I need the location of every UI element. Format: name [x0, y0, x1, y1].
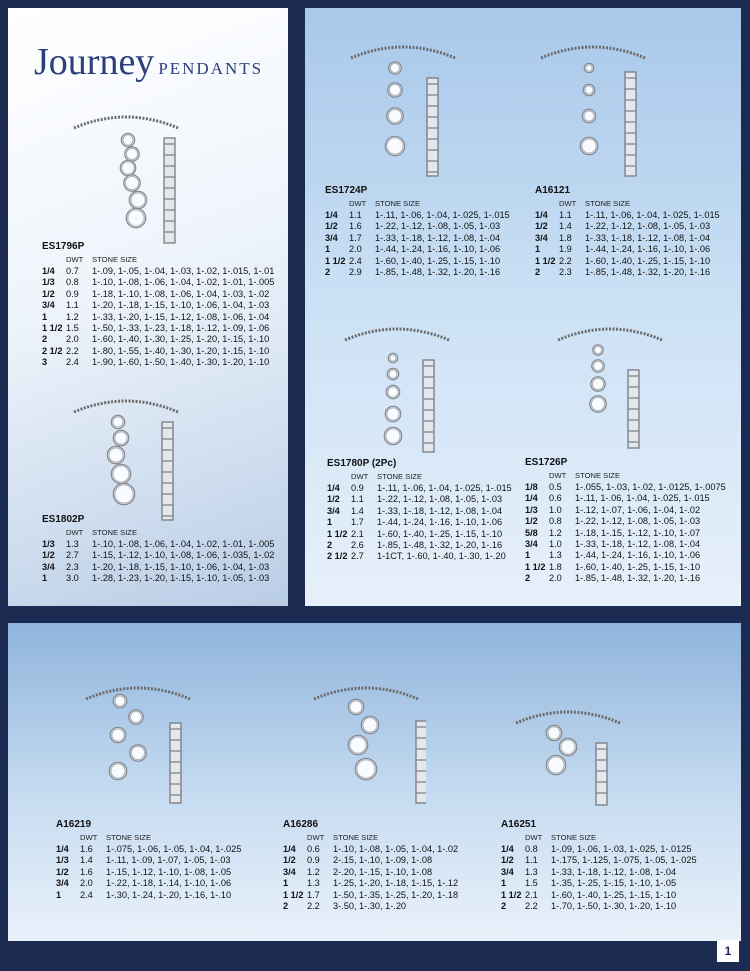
table-row	[325, 233, 510, 244]
table-row	[525, 562, 726, 573]
table-header	[525, 471, 726, 480]
product-es1802p	[42, 514, 274, 585]
dwt-value: 1.4	[80, 855, 93, 866]
carat-weight: 2	[535, 267, 541, 278]
dwt-value: 1.1	[351, 494, 364, 505]
dwt-value: 1.1	[349, 210, 362, 220]
stone-sizes: 1-.50, 1-.33, 1-.23, 1-.18, 1-.12, 1-.09, 1-.06	[92, 323, 270, 334]
stone-sizes: 1-.33, 1-.18, 1-.12, 1-.08, 1-.04	[375, 232, 501, 243]
dwt-value: 1.6	[349, 221, 362, 232]
carat-weight: 1	[535, 244, 541, 255]
dwt-value: 0.7	[66, 266, 79, 276]
table-row	[56, 867, 241, 878]
stone-sizes: 1-.18, 1-.15, 1-.12, 1-.10, 1-.07	[575, 527, 701, 538]
table-row	[283, 867, 458, 878]
table-row	[327, 551, 512, 562]
carat-weight: 3/4	[535, 232, 548, 243]
stone-sizes: 1-1CT, 1-.60, 1-.40, 1-.30, 1-.20	[377, 551, 506, 562]
dwt-value: 3.0	[66, 573, 79, 584]
carat-weight: 3/4	[525, 539, 538, 550]
pendant-image-a16121	[533, 38, 653, 188]
stone-sizes: 1-.85, 1-.48, 1-.32, 1-.20, 1-.16	[585, 267, 711, 278]
table-row	[535, 256, 720, 267]
stone-sizes: 1-.09, 1-.05, 1-.04, 1-.03, 1-.02, 1-.015, 1-.01	[92, 266, 275, 276]
table-row	[525, 573, 726, 584]
pendant-image-es1780p	[337, 320, 457, 460]
carat-weight: 1/4	[327, 483, 340, 493]
table-row	[501, 844, 697, 855]
dwt-value: 2.0	[549, 573, 562, 584]
table-row	[56, 844, 241, 855]
dwt-value: 1.0	[549, 539, 562, 550]
dwt-value: 0.8	[549, 516, 562, 527]
carat-weight: 2	[501, 901, 507, 912]
stone-sizes: 1-.90, 1-.60, 1-.50, 1-.40, 1-.30, 1-.20, 1-.10	[92, 357, 270, 368]
product-code: A16251	[501, 819, 537, 830]
product-code: ES1726P	[525, 457, 568, 468]
carat-weight: 3/4	[42, 561, 55, 572]
table-row	[42, 266, 274, 277]
table-row	[283, 890, 458, 901]
product-code: ES1724P	[325, 185, 368, 196]
dwt-value: 1.1	[525, 855, 538, 866]
carat-weight: 1/3	[42, 277, 55, 288]
dwt-value: 0.6	[307, 844, 320, 854]
carat-weight: 1/3	[525, 504, 538, 515]
title-journey: Journey	[34, 41, 155, 83]
carat-weight: 1 1/2	[535, 255, 556, 266]
dwt-value: 1.1	[559, 210, 572, 220]
product-es1796p	[42, 241, 274, 369]
stone-sizes: 1-.44, 1-.24, 1-.16, 1-.10, 1-.06	[585, 244, 711, 255]
carat-weight: 1/4	[325, 210, 338, 220]
carat-weight: 1/4	[56, 844, 69, 854]
stone-sizes: 1-.075, 1-.06, 1-.05, 1-.04, 1-.025	[106, 844, 242, 854]
stone-sizes: 1-.44, 1-.24, 1-.16, 1-.10, 1-.06	[375, 244, 501, 255]
table-row	[327, 540, 512, 551]
table-row	[501, 890, 697, 901]
stone-sizes: 1-.10, 1-.08, 1-.06, 1-.04, 1-.02, 1-.01, 1-.005	[92, 539, 275, 549]
carat-weight: 1 1/2	[525, 561, 546, 572]
stone-sizes: 1-.22, 1-.12, 1-.08, 1-.05, 1-.03	[575, 516, 701, 527]
dwt-value: 2.0	[80, 878, 93, 889]
pendant-image-a16286	[306, 679, 426, 809]
stone-sizes: 1-.10, 1-.08, 1-.05, 1-.04, 1-.02	[333, 844, 459, 854]
carat-weight: 2	[42, 334, 48, 345]
dwt-value: 1.7	[307, 889, 320, 900]
carat-weight: 2	[327, 540, 333, 551]
stone-sizes: 1-.33, 1-.20, 1-.15, 1-.12, 1-.08, 1-.06, 1-.04	[92, 311, 270, 322]
stone-size-header: STONE SIZE	[377, 472, 423, 481]
dwt-value: 0.9	[307, 855, 320, 866]
product-a16219	[56, 819, 241, 901]
dwt-value: 0.8	[66, 277, 79, 288]
pendant-image-es1726p	[550, 320, 670, 460]
stone-sizes: 1-.33, 1-.18, 1-.12, 1-.08, 1-.04	[551, 866, 677, 877]
dwt-value: 1.3	[525, 866, 538, 877]
carat-weight: 1/4	[42, 266, 55, 276]
stone-sizes: 1-.60, 1-.40, 1-.25, 1-.15, 1-.10	[377, 528, 503, 539]
carat-weight: 1/3	[42, 539, 55, 549]
product-es1780p	[327, 458, 512, 563]
carat-weight: 1/3	[56, 855, 69, 866]
dwt-value: 2.0	[66, 334, 79, 345]
product-code: ES1780P (2Pc)	[327, 458, 397, 469]
stone-sizes: 2-.15, 1-.10, 1-.09, 1-.08	[333, 855, 433, 866]
carat-weight: 3	[42, 357, 48, 368]
table-row	[283, 844, 458, 855]
table-row	[56, 890, 241, 901]
dwt-value: 1.3	[307, 878, 320, 889]
stone-sizes: 3-.50, 1-.30, 1-.20	[333, 901, 407, 912]
table-header	[56, 833, 241, 842]
dwt-value: 2.2	[307, 901, 320, 912]
stone-sizes: 1-.11, 1-.06, 1-.04, 1-.025, 1-.015	[377, 483, 512, 493]
carat-weight: 1/2	[525, 516, 538, 527]
dwt-value: 2.9	[349, 267, 362, 278]
table-row	[325, 244, 510, 255]
stone-sizes: 1-.60, 1-.40, 1-.25, 1-.15, 1-.10	[585, 255, 711, 266]
table-row	[42, 346, 274, 357]
table-row	[283, 901, 458, 912]
stone-sizes: 1-.10, 1-.08, 1-.06, 1-.04, 1-.02, 1-.01, 1-.005	[92, 277, 275, 288]
stone-size-header: STONE SIZE	[333, 833, 379, 842]
bottom-panel	[8, 623, 741, 941]
stone-sizes: 1-.85, 1-.48, 1-.32, 1-.20, 1-.16	[575, 573, 701, 584]
dwt-header: DWT	[559, 199, 577, 208]
table-row	[325, 221, 510, 232]
carat-weight: 3/4	[283, 866, 296, 877]
product-a16121	[535, 185, 720, 278]
table-header	[325, 199, 510, 208]
dwt-value: 2.4	[80, 889, 93, 900]
dwt-value: 1.3	[549, 550, 562, 561]
carat-weight: 1	[56, 889, 62, 900]
product-code: A16286	[283, 819, 319, 830]
carat-weight: 1/2	[501, 855, 514, 866]
stone-size-header: STONE SIZE	[92, 528, 138, 537]
carat-weight: 3/4	[325, 232, 338, 243]
stone-sizes: 1-.35, 1-.25, 1-.15, 1-.10, 1-.05	[551, 878, 677, 889]
stone-sizes: 1-.85, 1-.48, 1-.32, 1-.20, 1-.16	[377, 540, 503, 551]
carat-weight: 1/4	[283, 844, 296, 854]
carat-weight: 1/2	[327, 494, 340, 505]
page-number: 1	[717, 940, 739, 962]
stone-sizes: 1-.11, 1-.06, 1-.04, 1-.025, 1-.015	[575, 493, 710, 504]
right-panel	[305, 8, 741, 606]
stone-sizes: 1-.12, 1-.07, 1-.06, 1-.04, 1-.02	[575, 504, 701, 515]
table-row	[283, 878, 458, 889]
table-row	[525, 550, 726, 561]
table-row	[501, 855, 697, 866]
carat-weight: 1	[327, 517, 333, 528]
stone-sizes: 1-.33, 1-.18, 1-.12, 1-.08, 1-.04	[575, 539, 701, 550]
carat-weight: 2	[325, 267, 331, 278]
dwt-header: DWT	[66, 255, 84, 264]
table-row	[535, 244, 720, 255]
carat-weight: 1/2	[535, 221, 548, 232]
table-header	[501, 833, 697, 842]
table-row	[42, 573, 274, 584]
carat-weight: 1/4	[535, 210, 548, 220]
carat-weight: 1/8	[525, 482, 538, 492]
table-row	[525, 516, 726, 527]
stone-size-header: STONE SIZE	[106, 833, 152, 842]
carat-weight: 1/2	[42, 288, 55, 299]
carat-weight: 3/4	[327, 505, 340, 516]
table-row	[327, 529, 512, 540]
stone-sizes: 1-.33, 1-.18, 1-.12, 1-.08, 1-.04	[377, 505, 503, 516]
dwt-value: 1.6	[80, 844, 93, 854]
stone-sizes: 1-.30, 1-.24, 1-.20, 1-.16, 1-.10	[106, 889, 232, 900]
left-panel	[8, 8, 288, 606]
stone-size-header: STONE SIZE	[585, 199, 631, 208]
dwt-header: DWT	[549, 471, 567, 480]
table-row	[325, 210, 510, 221]
table-row	[56, 855, 241, 866]
table-row	[42, 562, 274, 573]
dwt-value: 2.1	[351, 528, 364, 539]
table-row	[525, 493, 726, 504]
stone-sizes: 1-.25, 1-.20, 1-.18, 1-.15, 1-.12	[333, 878, 459, 889]
dwt-value: 2.3	[66, 561, 79, 572]
dwt-value: 1.6	[80, 866, 93, 877]
dwt-header: DWT	[349, 199, 367, 208]
stone-sizes: 1-.22, 1-.12, 1-.08, 1-.05, 1-.03	[375, 221, 501, 232]
stone-sizes: 1-.18, 1-.10, 1-.08, 1-.06, 1-.04, 1-.03, 1-.02	[92, 288, 270, 299]
stone-sizes: 1-.055, 1-.03, 1-.02, 1-.0125, 1-.0075	[575, 482, 726, 492]
dwt-value: 1.7	[351, 517, 364, 528]
table-row	[501, 867, 697, 878]
table-row	[42, 289, 274, 300]
table-row	[42, 312, 274, 323]
table-header	[42, 528, 274, 537]
dwt-value: 0.9	[351, 483, 364, 493]
table-row	[525, 482, 726, 493]
carat-weight: 3/4	[56, 878, 69, 889]
dwt-value: 0.9	[66, 288, 79, 299]
dwt-value: 0.5	[549, 482, 562, 492]
pendant-image-es1802p	[66, 392, 186, 528]
table-row	[42, 539, 274, 550]
dwt-header: DWT	[307, 833, 325, 842]
dwt-header: DWT	[66, 528, 84, 537]
dwt-value: 2.2	[66, 345, 79, 356]
carat-weight: 1	[325, 244, 331, 255]
dwt-value: 1.4	[559, 221, 572, 232]
carat-weight: 1	[42, 573, 48, 584]
carat-weight: 1/2	[325, 221, 338, 232]
carat-weight: 1/4	[525, 493, 538, 504]
table-header	[535, 199, 720, 208]
dwt-value: 1.3	[66, 539, 79, 549]
product-a16251	[501, 819, 697, 912]
dwt-value: 1.0	[549, 504, 562, 515]
table-row	[327, 517, 512, 528]
stone-sizes: 1-.60, 1-.40, 1-.25, 1-.15, 1-.10	[551, 889, 677, 900]
carat-weight: 1 1/2	[42, 323, 63, 334]
catalog-title	[34, 40, 263, 84]
table-row	[525, 505, 726, 516]
pendant-image-a16219	[78, 679, 198, 809]
dwt-value: 2.4	[66, 357, 79, 368]
stone-sizes: 1-.15, 1-.12, 1-.10, 1-.08, 1-.05	[106, 866, 232, 877]
product-code: A16219	[56, 819, 92, 830]
pendant-image-es1796p	[66, 108, 186, 248]
table-row	[283, 855, 458, 866]
stone-sizes: 1-.44, 1-.24, 1-.16, 1-.10, 1-.06	[377, 517, 503, 528]
stone-sizes: 1-.11, 1-.09, 1-.07, 1-.05, 1-.03	[106, 855, 231, 866]
table-row	[42, 277, 274, 288]
dwt-value: 2.0	[349, 244, 362, 255]
stone-size-header: STONE SIZE	[551, 833, 597, 842]
table-header	[327, 472, 512, 481]
stone-sizes: 1-.60, 1-.40, 1-.25, 1-.15, 1-.10	[375, 255, 501, 266]
dwt-header: DWT	[80, 833, 98, 842]
carat-weight: 3/4	[501, 866, 514, 877]
table-row	[535, 267, 720, 278]
table-row	[42, 357, 274, 368]
carat-weight: 1/2	[56, 866, 69, 877]
dwt-value: 1.5	[66, 323, 79, 334]
table-row	[327, 483, 512, 494]
product-code: A16121	[535, 185, 571, 196]
stone-sizes: 1-.28, 1-.23, 1-.20, 1-.15, 1-.10, 1-.05, 1-.03	[92, 573, 270, 584]
carat-weight: 1	[525, 550, 531, 561]
dwt-value: 2.7	[351, 551, 364, 562]
table-row	[42, 334, 274, 345]
table-row	[525, 539, 726, 550]
dwt-value: 0.6	[549, 493, 562, 504]
table-header	[42, 255, 274, 264]
stone-sizes: 1-.50, 1-.35, 1-.25, 1-.20, 1-.18	[333, 889, 459, 900]
stone-sizes: 1-.175, 1-.125, 1-.075, 1-.05, 1-.025	[551, 855, 697, 866]
product-a16286	[283, 819, 458, 912]
stone-sizes: 1-.85, 1-.48, 1-.32, 1-.20, 1-.16	[375, 267, 501, 278]
carat-weight: 1 1/2	[501, 889, 522, 900]
dwt-header: DWT	[351, 472, 369, 481]
dwt-value: 1.2	[66, 311, 79, 322]
stone-sizes: 1-.09, 1-.06, 1-.03, 1-.025, 1-.0125	[551, 844, 692, 854]
product-code: ES1796P	[42, 241, 85, 252]
stone-sizes: 1-.11, 1-.06, 1-.04, 1-.025, 1-.015	[375, 210, 510, 220]
dwt-value: 2.7	[66, 550, 79, 561]
carat-weight: 2	[283, 901, 289, 912]
stone-sizes: 1-.15, 1-.12, 1-.10, 1-.08, 1-.06, 1-.035, 1-.02	[92, 550, 275, 561]
stone-sizes: 1-.44, 1-.24, 1-.16, 1-.10, 1-.06	[575, 550, 701, 561]
dwt-value: 0.8	[525, 844, 538, 854]
table-row	[525, 528, 726, 539]
dwt-value: 1.1	[66, 300, 79, 311]
dwt-value: 2.6	[351, 540, 364, 551]
stone-sizes: 1-.80, 1-.55, 1-.40, 1-.30, 1-.20, 1-.15, 1-.10	[92, 345, 270, 356]
dwt-value: 1.7	[349, 232, 362, 243]
table-row	[535, 210, 720, 221]
pendant-image-es1724p	[343, 38, 463, 188]
dwt-value: 1.2	[549, 527, 562, 538]
dwt-value: 2.3	[559, 267, 572, 278]
carat-weight: 1/4	[501, 844, 514, 854]
stone-size-header: STONE SIZE	[575, 471, 621, 480]
stone-sizes: 1-.22, 1-.12, 1-.08, 1-.05, 1-.03	[377, 494, 503, 505]
stone-sizes: 1-.11, 1-.06, 1-.04, 1-.025, 1-.015	[585, 210, 720, 220]
dwt-value: 1.8	[559, 232, 572, 243]
table-row	[325, 267, 510, 278]
carat-weight: 2 1/2	[327, 551, 348, 562]
carat-weight: 1/2	[42, 550, 55, 561]
table-header	[283, 833, 458, 842]
stone-sizes: 1-.22, 1-.18, 1-.14, 1-.10, 1-.06	[106, 878, 232, 889]
stone-sizes: 2-.20, 1-.15, 1-.10, 1-.08	[333, 866, 433, 877]
pendant-image-a16251	[508, 703, 628, 813]
carat-weight: 1	[283, 878, 289, 889]
table-row	[56, 878, 241, 889]
stone-sizes: 1-.60, 1-.40, 1-.25, 1-.15, 1-.10	[575, 561, 701, 572]
stone-sizes: 1-.20, 1-.18, 1-.15, 1-.10, 1-.06, 1-.04, 1-.03	[92, 561, 270, 572]
dwt-value: 2.1	[525, 889, 538, 900]
product-code: ES1802P	[42, 514, 85, 525]
dwt-value: 1.2	[307, 866, 320, 877]
dwt-value: 1.5	[525, 878, 538, 889]
stone-sizes: 1-.60, 1-.40, 1-.30, 1-.25, 1-.20, 1-.15, 1-.10	[92, 334, 270, 345]
product-es1724p	[325, 185, 510, 278]
carat-weight: 3/4	[42, 300, 55, 311]
carat-weight: 1 1/2	[283, 889, 304, 900]
carat-weight: 1	[501, 878, 507, 889]
dwt-value: 1.9	[559, 244, 572, 255]
stone-size-header: STONE SIZE	[92, 255, 138, 264]
stone-sizes: 1-.70, 1-.50, 1-.30, 1-.20, 1-.10	[551, 901, 677, 912]
stone-sizes: 1-.20, 1-.18, 1-.15, 1-.10, 1-.06, 1-.04, 1-.03	[92, 300, 270, 311]
title-pendants: PENDANTS	[158, 59, 264, 78]
table-row	[501, 878, 697, 889]
stone-sizes: 1-.33, 1-.18, 1-.12, 1-.08, 1-.04	[585, 232, 711, 243]
table-row	[325, 256, 510, 267]
carat-weight: 5/8	[525, 527, 538, 538]
dwt-value: 2.2	[559, 255, 572, 266]
carat-weight: 1/2	[283, 855, 296, 866]
table-row	[42, 323, 274, 334]
table-row	[42, 550, 274, 561]
carat-weight: 1 1/2	[325, 255, 346, 266]
table-row	[327, 506, 512, 517]
table-row	[501, 901, 697, 912]
dwt-value: 1.4	[351, 505, 364, 516]
carat-weight: 1 1/2	[327, 528, 348, 539]
product-es1726p	[525, 457, 726, 585]
carat-weight: 2 1/2	[42, 345, 63, 356]
dwt-header: DWT	[525, 833, 543, 842]
table-row	[535, 233, 720, 244]
stone-sizes: 1-.22, 1-.12, 1-.08, 1-.05, 1-.03	[585, 221, 711, 232]
dwt-value: 1.8	[549, 561, 562, 572]
dwt-value: 2.2	[525, 901, 538, 912]
carat-weight: 1	[42, 311, 48, 322]
table-row	[535, 221, 720, 232]
table-row	[327, 494, 512, 505]
dwt-value: 2.4	[349, 255, 362, 266]
table-row	[42, 300, 274, 311]
carat-weight: 2	[525, 573, 531, 584]
stone-size-header: STONE SIZE	[375, 199, 421, 208]
